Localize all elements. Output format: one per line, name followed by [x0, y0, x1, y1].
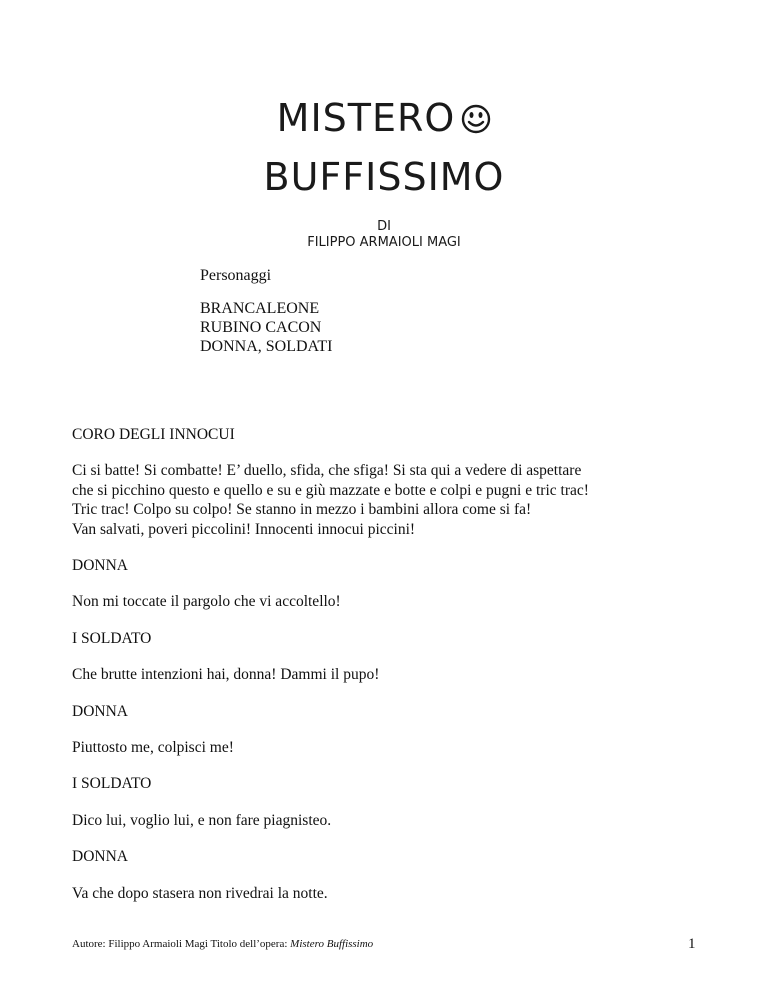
speaker-name: I SOLDATO: [72, 629, 152, 647]
cast-character: DONNA, SOLDATI: [200, 338, 333, 355]
dialogue-line: Non mi toccate il pargolo che vi accoltello!: [72, 593, 341, 611]
dialogue-block: [72, 592, 712, 611]
dialogue-block: [72, 811, 712, 830]
smiley-face-icon: [461, 104, 491, 134]
page-footer: [72, 938, 373, 950]
dialogue-line: Ci si batte! Si combatte! E’ duello, sfida, che sfiga! Si sta qui a vedere di aspettare: [72, 462, 582, 480]
cast-list: [200, 266, 332, 356]
dialogue-line: Tric trac! Colpo su colpo! Se stanno in mezzo i bambini allora come si fa!: [72, 501, 532, 519]
speaker-name: CORO DEGLI INNOCUI: [72, 426, 235, 443]
dialogue-line: Van salvati, poveri piccolini! Innocenti innocui piccini!: [72, 520, 416, 538]
dialogue-line: che si picchino questo e quello e su e giù mazzate e botte e colpi e pugni e tric trac!: [72, 481, 589, 499]
title-line-1: [0, 96, 768, 140]
page-number: 1: [688, 936, 696, 952]
script-body: [72, 425, 712, 920]
dialogue-block: [72, 461, 712, 539]
speaker-name: DONNA: [72, 702, 128, 720]
dialogue-line: Piuttosto me, colpisci me!: [72, 739, 234, 757]
title-text-1: MISTERO: [276, 96, 456, 140]
footer-work-title: Mistero Buffissimo: [290, 938, 374, 950]
cast-heading: Personaggi: [200, 267, 272, 284]
dialogue-block: [72, 884, 712, 903]
speaker-name: I SOLDATO: [72, 775, 152, 793]
byline-di: DI: [377, 219, 391, 234]
cast-character: RUBINO CACON: [200, 319, 322, 336]
speaker-name: DONNA: [72, 848, 128, 866]
dialogue-line: Va che dopo stasera non rivedrai la notte.: [72, 884, 328, 902]
footer-prefix: Autore: Filippo Armaioli Magi Titolo dell’opera:: [72, 938, 291, 950]
cast-characters: [200, 299, 332, 356]
speaker-name: DONNA: [72, 557, 128, 575]
dialogue-line: Dico lui, voglio lui, e non fare piagnisteo.: [72, 811, 332, 829]
dialogue-block: [72, 665, 712, 684]
title-line-2: BUFFISSIMO: [263, 155, 505, 199]
dialogue-block: [72, 738, 712, 757]
cast-character: BRANCALEONE: [200, 300, 320, 317]
byline-author: FILIPPO ARMAIOLI MAGI: [307, 235, 461, 250]
dialogue-line: Che brutte intenzioni hai, donna! Dammi il pupo!: [72, 666, 380, 684]
